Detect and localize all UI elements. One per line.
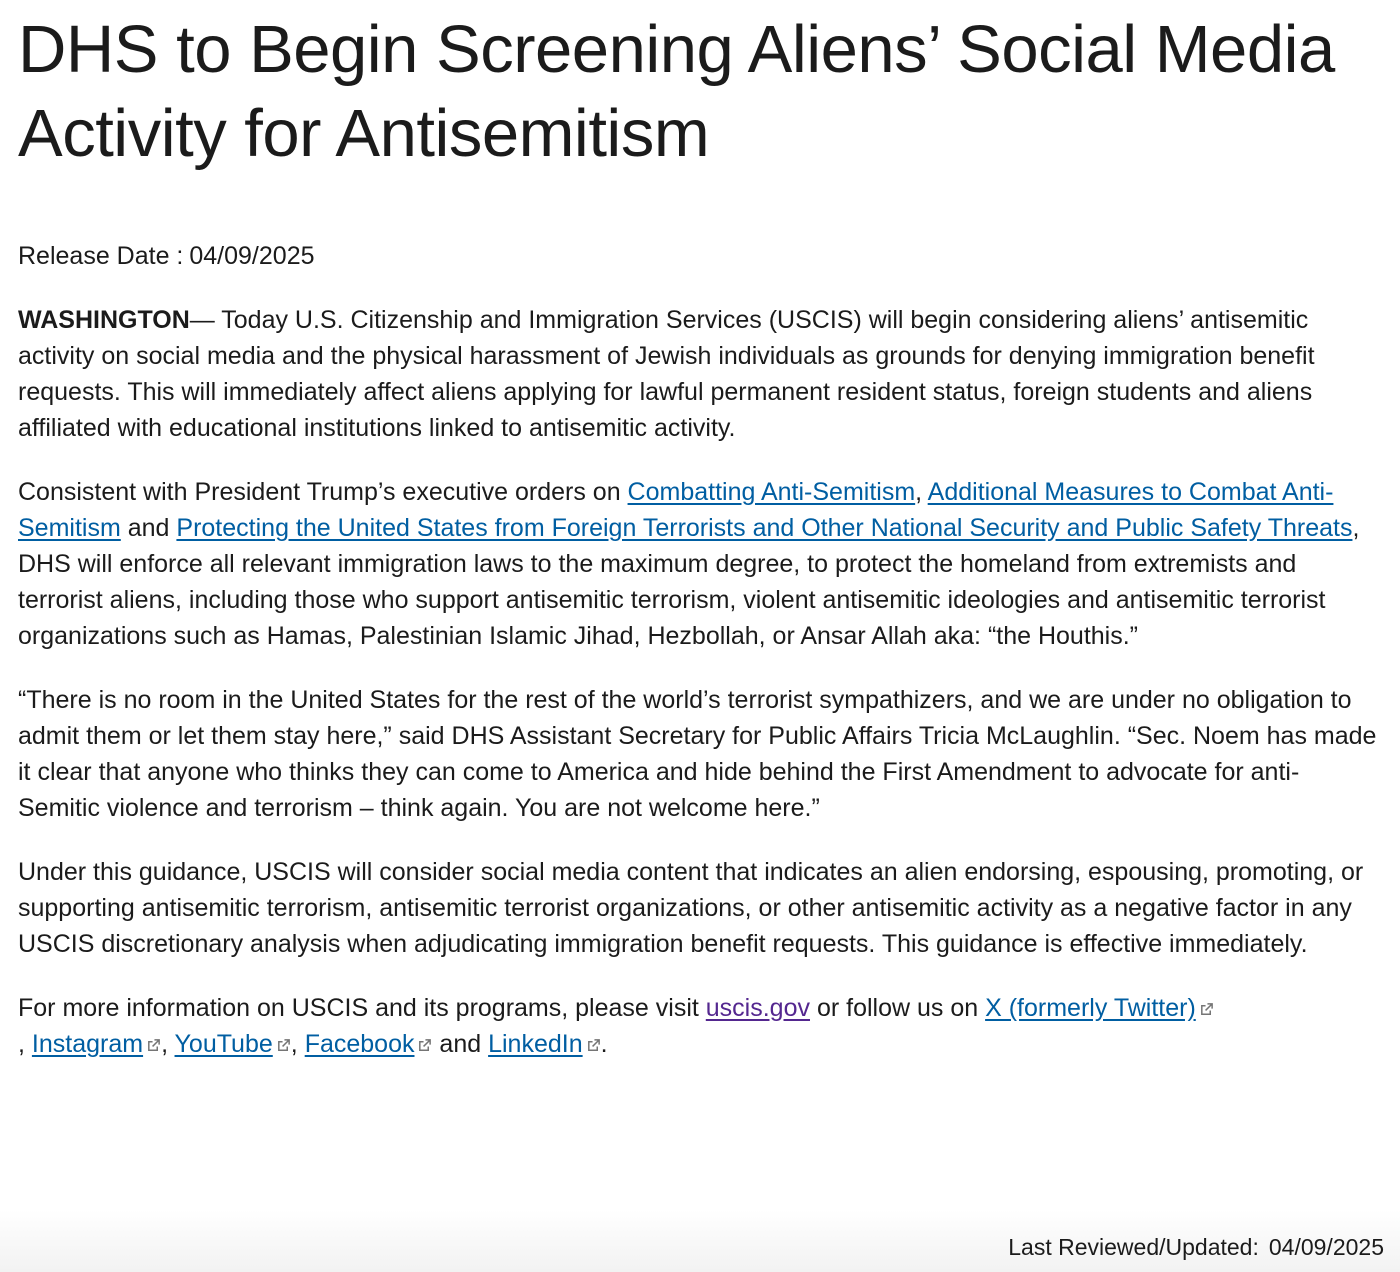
- paragraph-eo-lead: Consistent with President Trump’s executive orders on: [18, 478, 628, 506]
- last-reviewed-date: 04/09/2025: [1268, 1234, 1384, 1260]
- paragraph-more-info: [18, 990, 1380, 1062]
- link-uscis-gov[interactable]: uscis.gov: [705, 994, 810, 1022]
- page-title: DHS to Begin Screening Aliens’ Social Media Activity for Antisemitism: [18, 12, 1335, 171]
- link-youtube[interactable]: YouTube: [174, 1030, 273, 1058]
- external-link-icon: [417, 1038, 432, 1053]
- paragraph-guidance: Under this guidance, USCIS will consider social media content that indicates an alien endorsing, espousing, promoting, or supporting antisemitic terrorism, antisemitic terrorist organizations, or other antisemitic activity as a negative factor in any USCIS discretionary analysis when adjudicating immigration benefit requests. This guidance is effective immediately.: [18, 858, 1364, 958]
- paragraph-eo-tail: , DHS will enforce all relevant immigration laws to the maximum degree, to protect the homeland from extremists and terrorist aliens, including those who support antisemitic terrorism, violent antisemitic ideologies and antisemitic terrorist organizations such as Hamas, Palestinian Islamic Jihad, Hezbollah, or Ansar Allah aka: “the Houthis.”: [18, 514, 1360, 650]
- more-info-sep-b: ,: [161, 1030, 175, 1058]
- paragraph-quote: “There is no room in the United States for the rest of the world’s terrorist sympathizers, and we are under no obligation to admit them or let them stay here,” said DHS Assistant Secretary for Public Affairs Tricia McLaughlin. “Sec. Noem has made it clear that anyone who thinks they can come to America and hide behind the First Amendment to advocate for anti-Semitic violence and terrorism – think again. You are not welcome here.”: [18, 686, 1377, 822]
- more-info-sep-a: ,: [18, 1030, 32, 1058]
- link-linkedin[interactable]: LinkedIn: [488, 1030, 583, 1058]
- link-additional-measures[interactable]: Additional Measures to Combat Anti-Semitism: [18, 478, 1334, 542]
- external-link-icon: [1199, 1002, 1214, 1017]
- link-instagram[interactable]: Instagram: [31, 1030, 144, 1058]
- link-protecting-the-united-states[interactable]: Protecting the United States from Foreign Terrorists and Other National Security and Public Safety Threats: [176, 514, 1353, 542]
- link-combatting-anti-semitism[interactable]: Combatting Anti-Semitism: [627, 478, 916, 506]
- external-link-icon: [276, 1038, 291, 1053]
- more-info-mid: or follow us on: [810, 994, 986, 1022]
- last-reviewed-label: Last Reviewed/Updated:: [1008, 1234, 1259, 1260]
- more-info-end: .: [600, 1030, 608, 1058]
- link-x-twitter[interactable]: X (formerly Twitter): [985, 994, 1196, 1022]
- dateline: WASHINGTON: [18, 306, 190, 334]
- external-link-icon: [586, 1038, 601, 1053]
- article-content: [18, 8, 1380, 1062]
- link-facebook[interactable]: Facebook: [304, 1030, 415, 1058]
- release-date-label: Release Date :: [18, 242, 184, 270]
- paragraph-eo-sep1: ,: [915, 478, 928, 506]
- release-date-value: 04/09/2025: [189, 242, 315, 270]
- paragraph-eo-sep2: and: [120, 514, 177, 542]
- more-info-sep-d: and: [432, 1030, 489, 1058]
- last-reviewed: [1008, 1232, 1384, 1262]
- more-info-sep-c: ,: [290, 1030, 305, 1058]
- paragraph-intro-text: — Today U.S. Citizenship and Immigration Services (USCIS) will begin considering aliens’ antisemitic activity on social media and the physical harassment of Jewish individuals as grounds for denying immigration benefit requests. This will immediately affect aliens applying for lawful permanent resident status, foreign students and aliens affiliated with educational institutions linked to antisemitic activity.: [18, 306, 1315, 442]
- more-info-lead: For more information on USCIS and its programs, please visit: [18, 994, 706, 1022]
- external-link-icon: [146, 1038, 161, 1053]
- paragraph-intro: [18, 302, 1380, 446]
- paragraph-executive-orders: [18, 474, 1380, 654]
- release-date-line: [18, 238, 1380, 274]
